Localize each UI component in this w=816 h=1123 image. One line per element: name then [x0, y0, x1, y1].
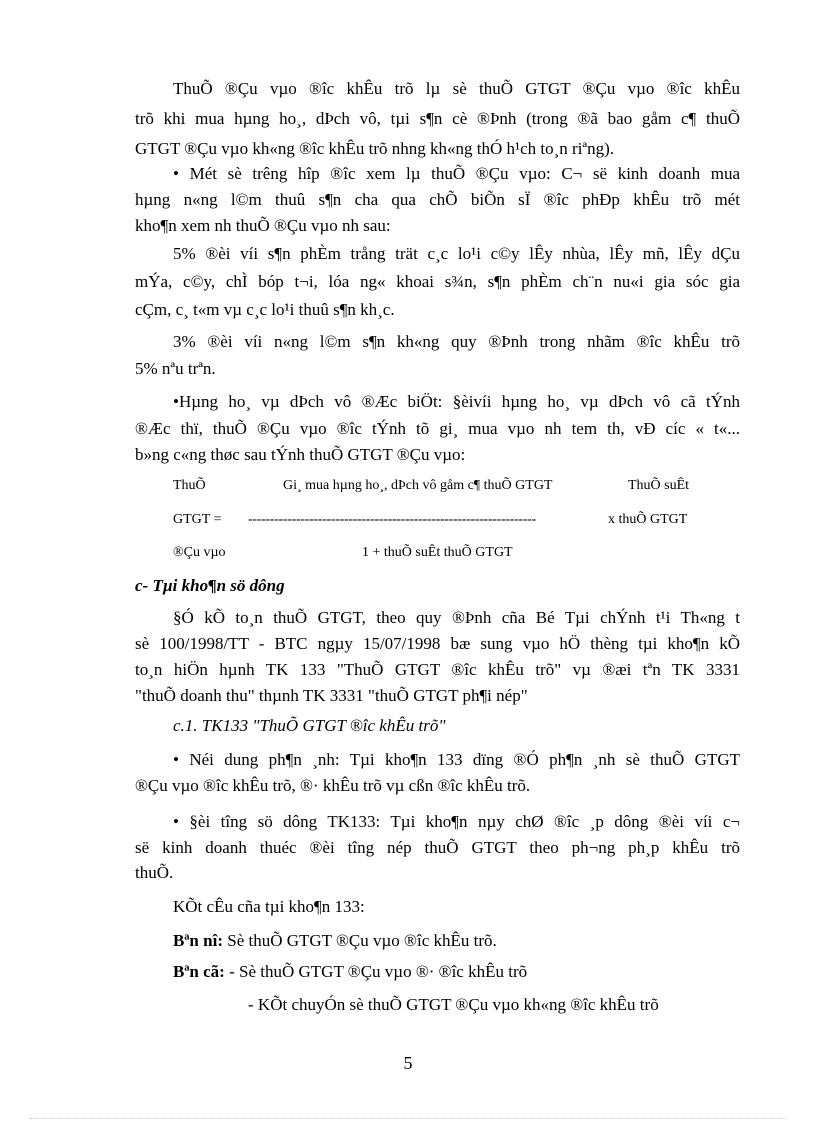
formula-left-top: ThuÕ	[173, 478, 206, 493]
debit-label: Bªn nî:	[173, 931, 223, 950]
paragraph-5-line-3: b»ng c«ng thøc sau tÝnh thuÕ GTGT ®Çu vµo:	[135, 445, 466, 464]
formula-rate-label: ThuÕ suÊt	[628, 478, 690, 493]
credit-label: Bªn cã:	[173, 962, 225, 981]
page-number: 5	[403, 1053, 413, 1073]
section-c-line-4: "thuÕ doanh thu" thµnh TK 3331 "thuÕ GTGT ph¶i nép"	[135, 686, 528, 705]
debit-text: Sè thuÕ GTGT ®Çu vµo ®îc khÊu trõ.	[227, 931, 497, 950]
paragraph-5-line-2: ®Æc thï, thuÕ ®Çu vµo ®îc tÝnh tõ gi¸ mua vµo nh tem th, vÐ cíc « t«...	[135, 419, 740, 438]
paragraph-1-line-1: ThuÕ ®Çu vµo ®îc khÊu trõ lµ sè thuÕ GTGT ®Çu vµo ®îc khÊu	[173, 79, 740, 98]
paragraph-1-line-2: trõ khi mua hµng ho¸, dÞch vô, tµi s¶n cè ®Þnh (trong ®ã bao gåm c¶ thuÕ	[135, 109, 740, 128]
paragraph-3-line-1: 5% ®èi víi s¶n phÈm trång trät c¸c lo¹i c©y lÊy nhùa, lÊy mñ, lÊy dÇu	[173, 244, 740, 263]
c1-content-line-2: ®Çu vµo ®îc khÊu trõ, ®· khÊu trõ vµ cßn ®îc khÊu trõ.	[135, 776, 531, 795]
credit-text: - Sè thuÕ GTGT ®Çu vµo ®· ®îc khÊu trõ	[229, 962, 528, 981]
formula-left-mid: GTGT =	[173, 512, 222, 527]
paragraph-4-line-2: 5% nªu trªn.	[135, 359, 216, 378]
formula-numerator: Gi¸ mua hµng ho¸, dÞch vô gåm c¶ thuÕ GTGT	[283, 478, 553, 493]
c1-content-line-1: • Néi dung ph¶n ¸nh: Tµi kho¶n 133 dïng ®Ó ph¶n ¸nh sè thuÕ GTGT	[173, 750, 740, 769]
paragraph-2-line-3: kho¶n xem nh thuÕ ®Çu vµo nh sau:	[135, 216, 391, 235]
section-c-line-1: §Ó kÕ to¸n thuÕ GTGT, theo quy ®Þnh cña Bé Tµi chÝnh t¹i Th«ng t	[173, 608, 740, 627]
paragraph-2-line-2: hµng n«ng l©m thuû s¶n cha qua chÕ biÕn sÏ ®îc phÐp khÊu trõ mét	[135, 190, 740, 209]
subsection-c1-heading: c.1. TK133 "ThuÕ GTGT ®îc khÊu trõ"	[173, 716, 446, 735]
c1-debit-row	[173, 930, 740, 952]
section-c-line-3: to¸n hiÖn hµnh TK 133 "ThuÕ GTGT ®îc khÊu trõ" vµ ®æi tªn TK 3331	[135, 660, 740, 679]
section-c-heading: c- Tµi kho¶n sö dông	[135, 576, 285, 595]
paragraph-4-line-1: 3% ®èi víi n«ng l©m s¶n kh«ng quy ®Þnh trong nhãm ®îc khÊu trõ	[173, 332, 740, 351]
paragraph-1-line-3: GTGT ®Çu vµo kh«ng ®îc khÊu trõ nhng kh«ng thÓ h¹ch to¸n riªng).	[135, 139, 615, 158]
c1-users-line-3: thuÕ.	[135, 863, 174, 882]
formula-fraction-line: ------------------------------------------------------------------	[248, 512, 536, 527]
section-c-line-2: sè 100/1998/TT - BTC ngµy 15/07/1998 bæ sung vµo hÖ thèng tµi kho¶n kÕ	[135, 634, 740, 653]
formula-denominator: 1 + thuÕ suÊt thuÕ GTGT	[362, 545, 513, 560]
formula-times: x thuÕ GTGT	[608, 512, 688, 527]
paragraph-5-line-1: •Hµng ho¸ vµ dÞch vô ®Æc biÖt: §èivíi hµng ho¸ vµ dÞch vô cã tÝnh	[173, 392, 740, 411]
c1-credit-row	[173, 961, 740, 983]
c1-structure: KÕt cÊu cña tµi kho¶n 133:	[173, 897, 365, 916]
c1-users-line-1: • §èi tîng sö dông TK133: Tµi kho¶n nµy chØ ®îc ¸p dông ®èi víi c¬	[173, 812, 740, 831]
c1-users-line-2: së kinh doanh thuéc ®èi tîng nép thuÕ GTGT theo ph¬ng ph¸p khÊu trõ	[135, 838, 740, 857]
formula-left-bottom: ®Çu vµo	[173, 545, 226, 560]
paragraph-3-line-3: cÇm, c¸ t«m vµ c¸c lo¹i thuû s¶n kh¸c.	[135, 300, 395, 319]
credit-text-2: - KÕt chuyÓn sè thuÕ GTGT ®Çu vµo kh«ng ®îc khÊu trõ	[248, 995, 659, 1014]
footer-divider	[30, 1118, 786, 1119]
paragraph-3-line-2: mÝa, c©y, chÌ bóp t¬i, lóa ng« khoai s¾n, s¶n phÈm ch¨n nu«i gia sóc gia	[135, 272, 740, 291]
paragraph-2-line-1: • Mét sè trêng hîp ®îc xem lµ thuÕ ®Çu vµo: C¬ së kinh doanh mua	[173, 164, 740, 183]
